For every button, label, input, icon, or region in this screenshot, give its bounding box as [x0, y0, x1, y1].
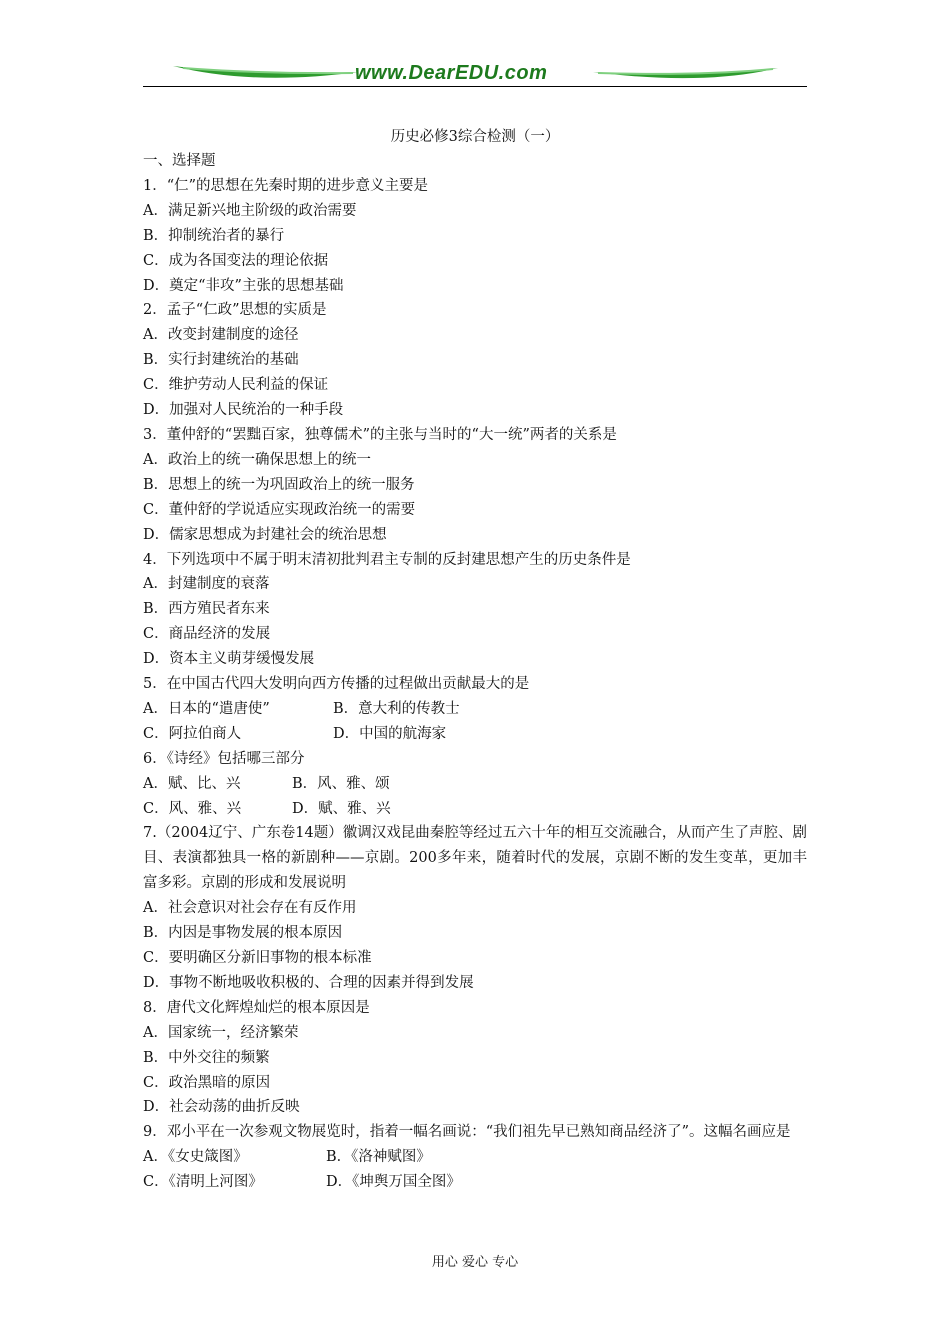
section-heading: 一、选择题	[143, 153, 216, 169]
question-2-option-a: A．改变封建制度的途径	[143, 327, 299, 344]
question-6-option-b: B．风、雅、颂	[292, 775, 390, 792]
question-9-stem: 9．邓小平在一次参观文物展览时，指着一幅名画说：“我们祖先早已熟知商品经济了”。这幅名画应是	[143, 1124, 791, 1141]
question-list	[143, 149, 807, 1195]
question-9-option-c: C．《清明上河图》	[143, 1174, 263, 1191]
question-2-option-b: B．实行封建统治的基础	[143, 352, 299, 369]
site-logo-text: www.DearEDU.com	[355, 62, 548, 84]
question-3-option-d: D．儒家思想成为封建社会的统治思想	[143, 526, 387, 543]
question-6-option-a: A．赋、比、兴	[143, 775, 241, 792]
question-5-option-a: A．日本的“遣唐使”	[143, 700, 270, 717]
question-5-stem: 5．在中国古代四大发明向西方传播的过程做出贡献最大的是	[143, 676, 530, 693]
question-6-option-c: C．风、雅、兴	[143, 800, 242, 817]
question-6-options-row-1	[143, 772, 807, 797]
question-3-stem: 3．董仲舒的“罢黜百家，独尊儒术”的主张与当时的“大一统”两者的关系是	[143, 426, 617, 443]
question-2-stem: 2．孟子“仁政”思想的实质是	[143, 302, 327, 319]
question-4-stem: 4．下列选项中不属于明末清初批判君主专制的反封建思想产生的历史条件是	[143, 551, 631, 568]
question-8-option-c: C．政治黑暗的原因	[143, 1074, 271, 1091]
question-7-stem: 7.（2004辽宁、广东卷14题）徽调汉戏昆曲秦腔等经过五六十年的相互交流融合，从而产生了声腔、剧目、表演都独具一格的新剧种——京剧。200多年来，随着时代的发展，京剧不断的发生变革，更加丰富多彩。京剧的形成和发展说明	[143, 825, 807, 892]
question-7-option-b: B．内因是事物发展的根本原因	[143, 925, 343, 942]
question-1-option-c: C．成为各国变法的理论依据	[143, 252, 329, 269]
question-5-options-row-1	[143, 697, 807, 722]
question-5-options-row-2	[143, 722, 807, 747]
question-9-options-row-2	[143, 1170, 807, 1195]
question-1-option-b: B．抑制统治者的暴行	[143, 227, 285, 244]
question-7-option-c: C．要明确区分新旧事物的根本标准	[143, 950, 372, 966]
question-1-stem: 1．“仁”的思想在先秦时期的进步意义主要是	[143, 177, 429, 194]
question-4-option-d: D．资本主义萌芽缓慢发展	[143, 651, 315, 668]
question-8-option-d: D．社会动荡的曲折反映	[143, 1099, 300, 1116]
question-9-option-b: B．《洛神赋图》	[326, 1149, 431, 1166]
question-9-option-a: A．《女史箴图》	[143, 1149, 248, 1166]
question-6-stem: 6．《诗经》包括哪三部分	[143, 750, 305, 767]
question-4-option-a: A．封建制度的衰落	[143, 576, 270, 593]
question-3-option-c: C．董仲舒的学说适应实现政治统一的需要	[143, 501, 416, 518]
question-9-options-row-1	[143, 1145, 807, 1170]
header-divider	[143, 86, 807, 87]
question-3-option-a: A．政治上的统一确保思想上的统一	[143, 451, 371, 468]
question-5-option-b: B．意大利的传教士	[333, 700, 460, 717]
question-8-option-a: A．国家统一，经济繁荣	[143, 1024, 299, 1041]
question-8-option-b: B．中外交往的频繁	[143, 1049, 270, 1066]
question-2-option-d: D．加强对人民统治的一种手段	[143, 402, 344, 419]
question-7-option-a: A．社会意识对社会存在有反作用	[143, 900, 357, 917]
question-4-option-b: B．西方殖民者东来	[143, 601, 270, 618]
question-8-stem: 8．唐代文化辉煌灿烂的根本原因是	[143, 999, 370, 1016]
question-9-option-d: D．《坤舆万国全图》	[326, 1174, 461, 1191]
question-7-option-d: D．事物不断地吸收积极的、合理的因素并得到发展	[143, 974, 474, 991]
question-5-option-d: D．中国的航海家	[333, 725, 447, 742]
question-2-option-c: C．维护劳动人民利益的保证	[143, 377, 329, 394]
question-5-option-c: C．阿拉伯商人	[143, 725, 242, 742]
page-footer: 用心 爱心 专心	[431, 1255, 519, 1270]
question-1-option-d: D．奠定“非攻”主张的思想基础	[143, 277, 344, 294]
question-1-option-a: A．满足新兴地主阶级的政治需要	[143, 202, 357, 219]
question-4-option-c: C．商品经济的发展	[143, 626, 271, 643]
question-3-option-b: B．思想上的统一为巩固政治上的统一服务	[143, 476, 415, 493]
document-title: 历史必修3综合检测（一）	[390, 129, 560, 145]
question-6-options-row-2	[143, 797, 807, 822]
question-6-option-d: D．赋、雅、兴	[292, 800, 391, 817]
